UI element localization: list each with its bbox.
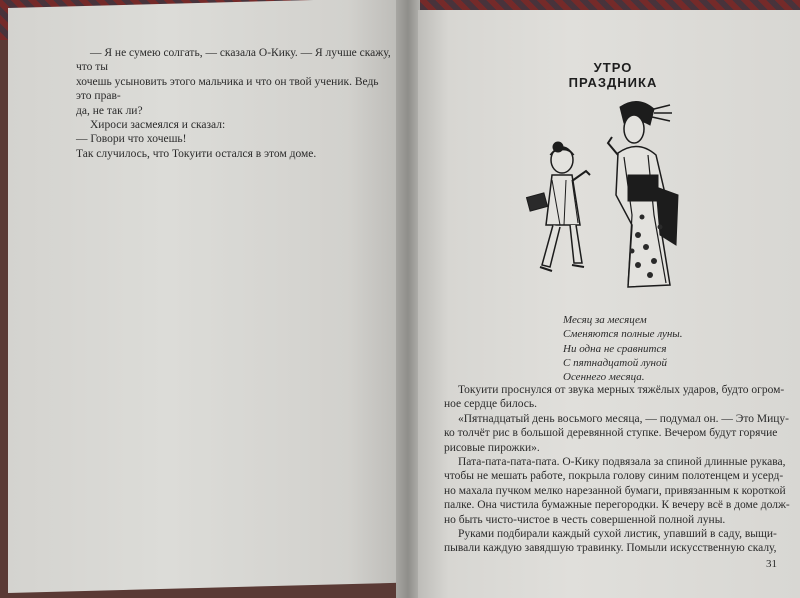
- right-line: но махала пучком мелко нарезанной бумаги, привязанным к короткой: [444, 484, 786, 497]
- left-line: Так случилось, что Токуити остался в этом доме.: [76, 147, 317, 160]
- woman-figure: [608, 101, 678, 287]
- poem-line: С пятнадцатой луной: [563, 356, 667, 369]
- left-page-text: [76, 46, 394, 161]
- poem-line: Ни одна не сравнится: [563, 342, 667, 355]
- boy-and-woman-illustration-icon: [520, 95, 720, 295]
- right-line: палке. Она чистила бумажные перегородки. К вечеру всё в доме долж-: [444, 499, 790, 512]
- left-line: — Говори что хочешь!: [76, 133, 187, 146]
- right-line: чтобы не мешать работе, покрыла голову синим полотенцем и усерд-: [444, 470, 784, 483]
- right-line: ко толчёт рис в большой деревянной ступке. Вечером будут горячие: [444, 427, 778, 440]
- poem: [563, 313, 763, 384]
- right-line: ное сердце билось.: [444, 398, 537, 411]
- left-line: Хироси засмеялся и сказал:: [90, 119, 226, 132]
- right-line: Руками подбирали каждый сухой листик, упавший в саду, выщи-: [458, 528, 777, 541]
- right-page-text: [444, 383, 790, 556]
- left-line: да, не так ли?: [76, 104, 143, 117]
- right-line: рисовые пирожки».: [444, 441, 540, 454]
- illustration: [520, 95, 720, 295]
- poem-line: Осеннего месяца.: [563, 371, 645, 384]
- right-line: Пата-пата-пата-пата. О-Кику подвязала за спиной длинные рукава,: [458, 456, 786, 469]
- right-line: но быть чисто-чистое в честь совершенной полной луны.: [444, 513, 726, 526]
- poem-line: Месяц за месяцем: [563, 314, 647, 326]
- right-line: «Пятнадцатый день восьмого месяца, — подумал он. — Это Мицу-: [458, 412, 789, 425]
- right-line: Токуити проснулся от звука мерных тяжёлых ударов, будто огром-: [458, 384, 785, 396]
- boy-figure: [526, 142, 590, 271]
- book-gutter: [396, 0, 420, 598]
- chapter-title: УТРО ПРАЗДНИКА: [568, 60, 658, 90]
- poem-line: Сменяются полные луны.: [563, 328, 683, 341]
- page-number: 31: [766, 558, 777, 570]
- right-line: пывали каждую завядшую травинку. Помыли искусственную скалу,: [444, 542, 777, 555]
- left-line: — Я не сумею солгать, — сказала О-Кику. — Я лучше скажу, что ты: [76, 47, 391, 74]
- left-line: хочешь усыновить этого мальчика и что он твой ученик. Ведь это прав-: [76, 75, 379, 103]
